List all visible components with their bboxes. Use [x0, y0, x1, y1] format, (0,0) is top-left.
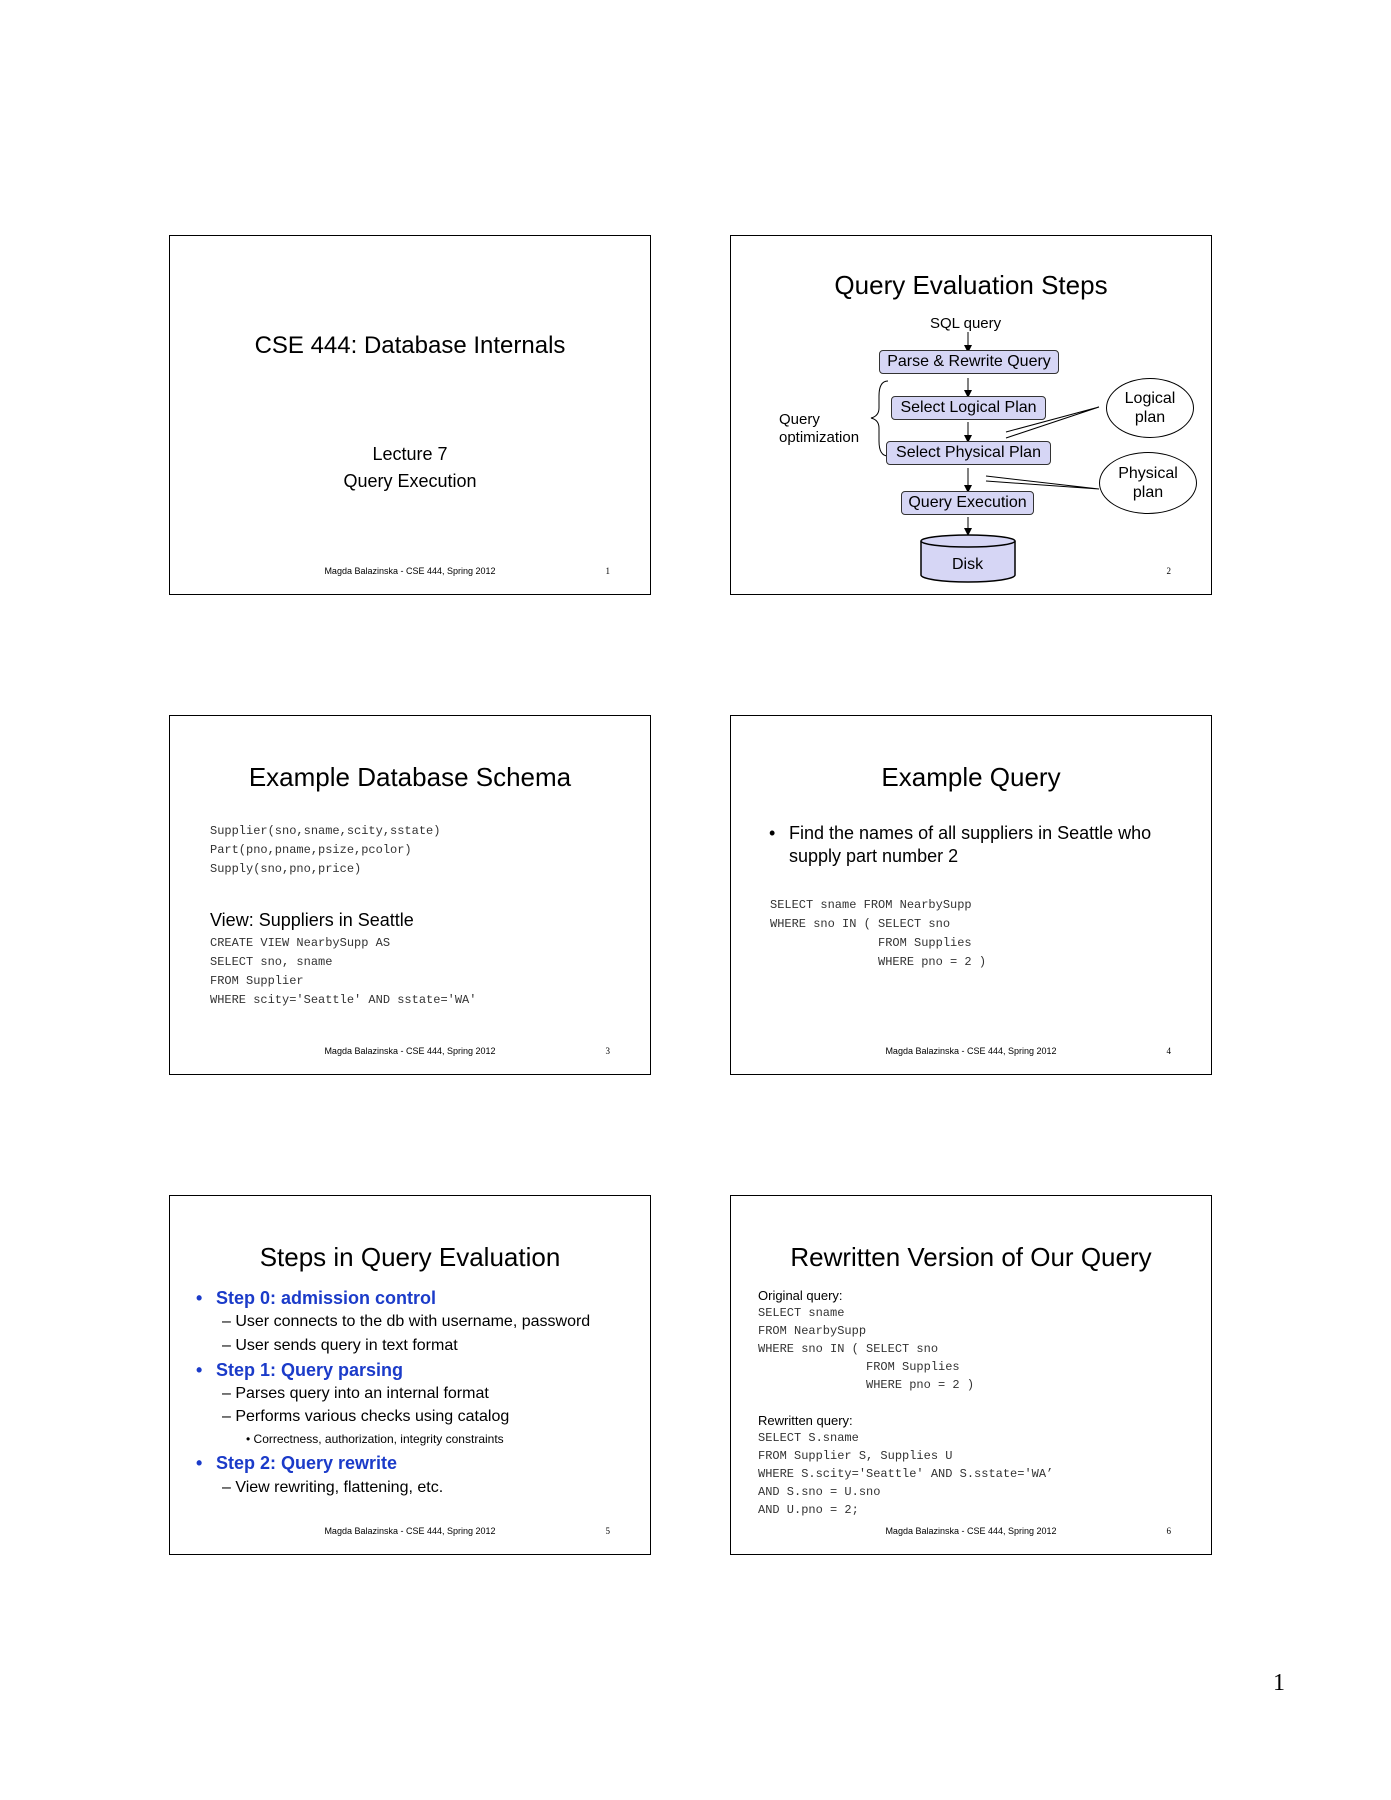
original-query-label: Original query:: [758, 1288, 843, 1303]
select-logical-plan-box: Select Logical Plan: [891, 396, 1046, 420]
slide-title: Example Database Schema: [248, 762, 572, 792]
code-line: FROM Supplier S, Supplies U: [758, 1449, 953, 1463]
code-line: SELECT sname: [758, 1306, 845, 1320]
step-1-heading: Step 1: Query parsing: [216, 1360, 404, 1380]
slide-title: CSE 444: Database Internals: [254, 332, 566, 359]
code-line: FROM Supplies: [770, 936, 972, 950]
logical-plan-ellipse: [1106, 378, 1194, 438]
slide-3: [169, 715, 651, 1075]
bullet-marker: •: [196, 1453, 203, 1473]
slide-2: [730, 235, 1212, 595]
rewritten-query-label: Rewritten query:: [758, 1413, 853, 1428]
code-line: AND U.pno = 2;: [758, 1503, 859, 1517]
code-line: FROM NearbySupp: [758, 1324, 867, 1338]
physical-plan-label: Physical: [1118, 465, 1178, 482]
lecture-number: Lecture 7: [372, 444, 448, 464]
logical-plan-label: Logical: [1124, 390, 1176, 407]
parse-rewrite-box: Parse & Rewrite Query: [879, 350, 1059, 374]
step-2-heading: Step 2: Query rewrite: [216, 1453, 398, 1473]
bullet-line: supply part number 2: [789, 846, 959, 866]
code-line: Part(pno,pname,psize,pcolor): [210, 843, 412, 857]
item-text: View rewriting, flattening, etc.: [235, 1479, 444, 1496]
item-text: User connects to the db with username, password: [235, 1313, 591, 1330]
sql-query-label: SQL query: [930, 315, 1002, 332]
code-line: SELECT S.sname: [758, 1431, 859, 1445]
slide-number: 3: [605, 1046, 610, 1056]
slide-5: [169, 1195, 651, 1555]
slide-title: Steps in Query Evaluation: [259, 1242, 561, 1272]
query-optimization-label-2: optimization: [779, 429, 860, 446]
bullet-marker: •: [196, 1288, 203, 1308]
bullet-text: [789, 822, 1151, 868]
code-line: AND S.sno = U.sno: [758, 1485, 881, 1499]
code-line: CREATE VIEW NearbySupp AS: [210, 936, 391, 950]
slide-6: [730, 1195, 1212, 1555]
rewritten-query-code: [758, 1429, 1053, 1519]
code-line: WHERE sno IN ( SELECT sno: [758, 1342, 939, 1356]
slide-footer: Magda Balazinska - CSE 444, Spring 2012: [885, 1046, 1057, 1056]
slide-footer: Magda Balazinska - CSE 444, Spring 2012: [324, 1526, 496, 1536]
step-0-item: – User connects to the db with username, password: [222, 1313, 591, 1330]
code-line: FROM Supplier: [210, 974, 304, 988]
original-query-code: [758, 1304, 974, 1394]
item-text: Performs various checks using catalog: [235, 1408, 510, 1425]
step-1-item: – Parses query into an internal format: [222, 1385, 489, 1402]
code-line: WHERE pno = 2 ): [770, 955, 987, 969]
bullet-line: Find the names of all suppliers in Seattle who: [789, 823, 1152, 843]
slide-number: 2: [1166, 566, 1171, 576]
slide-4: [730, 715, 1212, 1075]
disk-label: Disk: [952, 556, 984, 573]
step-1-item: – Performs various checks using catalog: [222, 1408, 510, 1425]
step-0-item: – User sends query in text format: [222, 1337, 458, 1354]
slide-footer: Magda Balazinska - CSE 444, Spring 2012: [324, 566, 496, 576]
code-line: SELECT sno, sname: [210, 955, 333, 969]
code-line: WHERE S.scity='Seattle' AND S.sstate='WA’: [758, 1467, 1054, 1481]
page-number: 1: [1273, 1670, 1285, 1696]
code-line: Supplier(sno,sname,scity,sstate): [210, 824, 441, 838]
code-line: WHERE pno = 2 ): [758, 1378, 975, 1392]
query-execution-box: Query Execution: [901, 491, 1034, 515]
query-code: [770, 896, 986, 972]
step-2-item: – View rewriting, flattening, etc.: [222, 1479, 444, 1496]
view-label: View: Suppliers in Seattle: [210, 910, 414, 930]
physical-plan-ellipse: [1099, 452, 1197, 514]
code-line: SELECT sname FROM NearbySupp: [770, 898, 972, 912]
code-line: FROM Supplies: [758, 1360, 960, 1374]
slide-title: Example Query: [881, 762, 1061, 792]
physical-plan-label-2: plan: [1132, 484, 1164, 501]
code-line: WHERE scity='Seattle' AND sstate='WA': [210, 993, 477, 1007]
slide-title: Query Evaluation Steps: [834, 270, 1108, 300]
slide-number: 6: [1166, 1526, 1171, 1536]
bullet-marker: •: [196, 1360, 203, 1380]
select-physical-plan-box: Select Physical Plan: [886, 441, 1051, 465]
step-1-subitem: • Correctness, authorization, integrity constraints: [246, 1432, 504, 1446]
slide-footer: Magda Balazinska - CSE 444, Spring 2012: [324, 1046, 496, 1056]
step-0-heading: Step 0: admission control: [216, 1288, 437, 1308]
item-text: Parses query into an internal format: [235, 1385, 489, 1402]
bullet-marker: •: [769, 823, 776, 843]
item-text: Correctness, authorization, integrity constraints: [253, 1432, 504, 1446]
slide-title: Rewritten Version of Our Query: [790, 1242, 1152, 1272]
item-text: User sends query in text format: [235, 1337, 458, 1354]
view-code: [210, 934, 476, 1010]
slide-number: 4: [1166, 1046, 1171, 1056]
code-line: Supply(sno,pno,price): [210, 862, 362, 876]
logical-plan-label-2: plan: [1134, 409, 1166, 426]
slide-1: [169, 235, 651, 595]
lecture-topic: Query Execution: [343, 471, 477, 491]
slide-number: 1: [605, 566, 610, 576]
query-optimization-label: Query: [779, 411, 820, 428]
slide-footer: Magda Balazinska - CSE 444, Spring 2012: [885, 1526, 1057, 1536]
code-line: WHERE sno IN ( SELECT sno: [770, 917, 951, 931]
slide-number: 5: [605, 1526, 610, 1536]
schema-code: [210, 822, 440, 879]
